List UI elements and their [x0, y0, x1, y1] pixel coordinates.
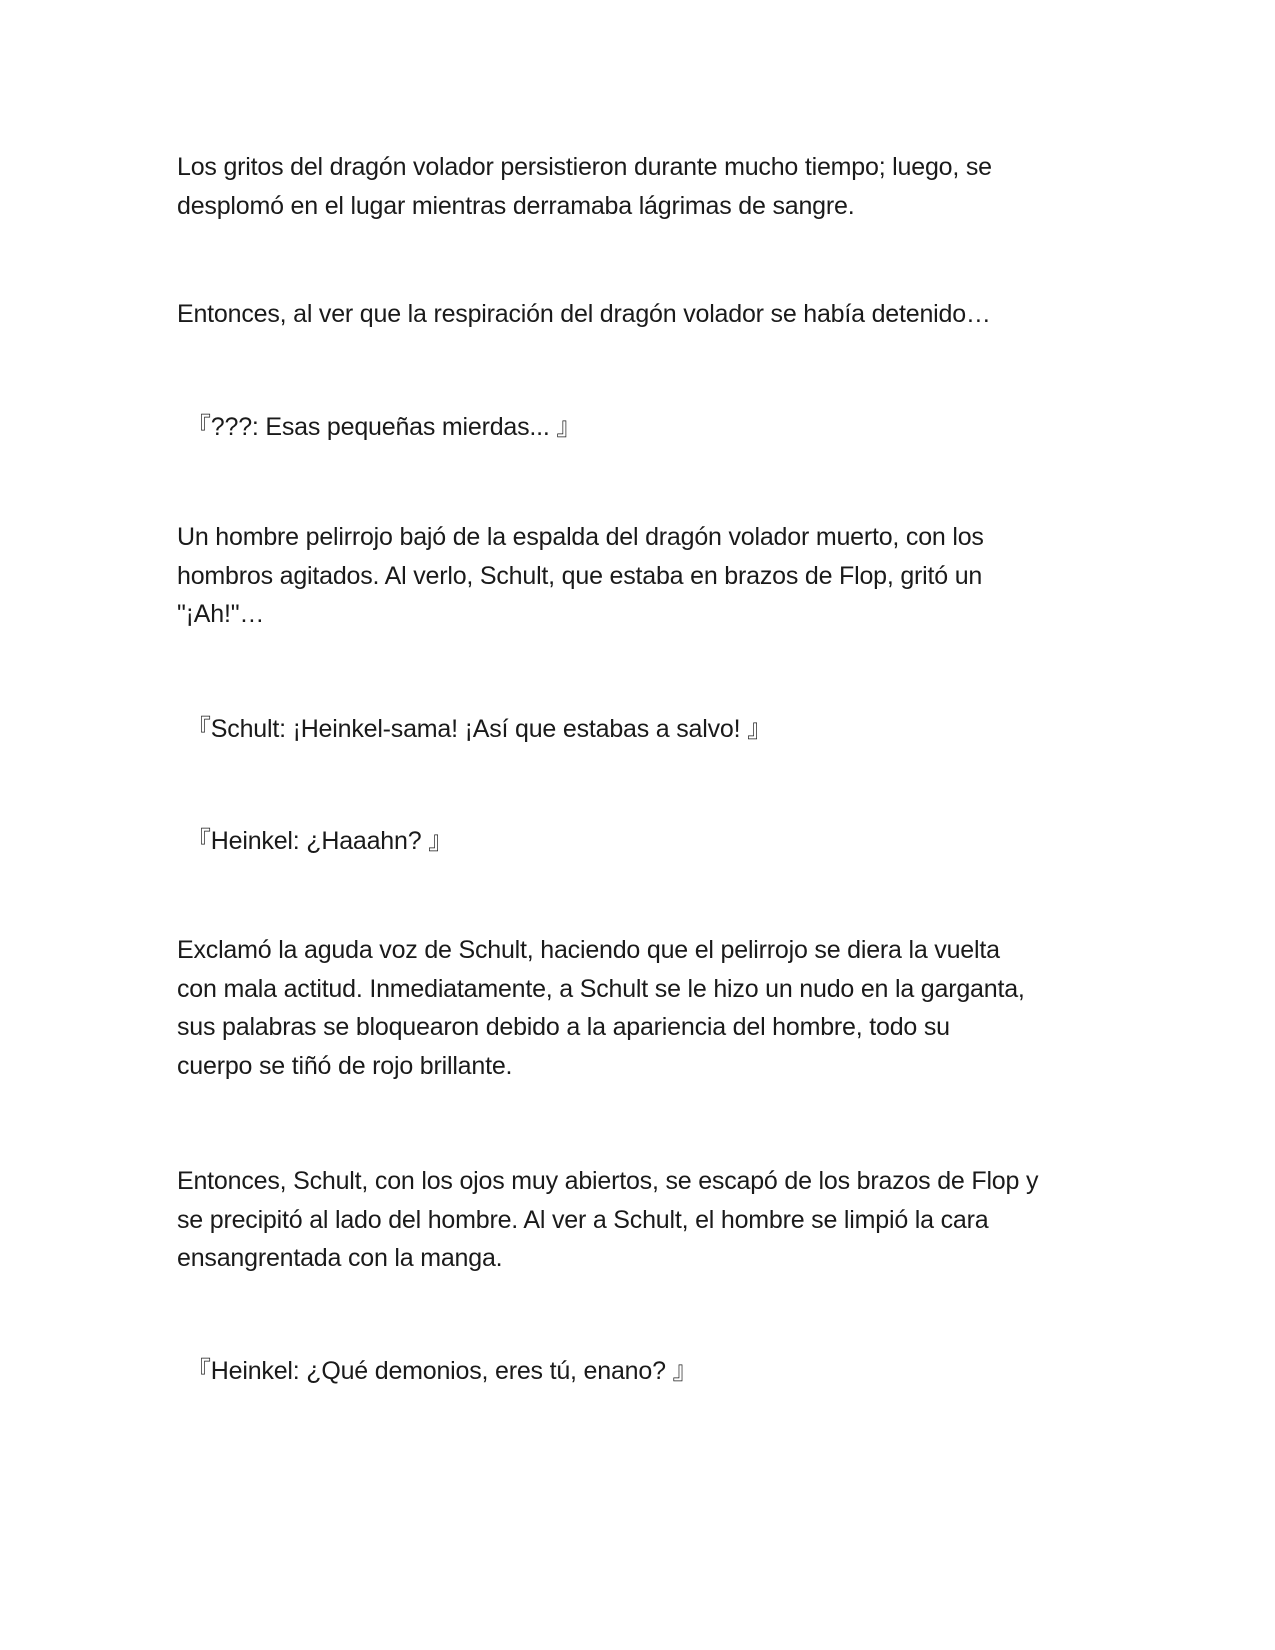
text-line: Exclamó la aguda voz de Schult, haciendo que el pelirrojo se diera la vuelta — [177, 936, 1000, 964]
text-line: sus palabras se bloquearon debido a la apariencia del hombre, todo su — [177, 1013, 950, 1041]
dialogue-heinkel-enano: 『Heinkel: ¿Qué demonios, eres tú, enano? 』 — [186, 1357, 698, 1385]
text-line: Un hombre pelirrojo bajó de la espalda del dragón volador muerto, con los — [177, 523, 984, 551]
text-line: hombros agitados. Al verlo, Schult, que estaba en brazos de Flop, gritó un — [177, 561, 983, 590]
paragraph-breathing-stopped — [177, 295, 1107, 334]
paragraph-schult-voice — [177, 931, 1107, 1085]
dialogue-heinkel-haaahn: 『Heinkel: ¿Haaahn? 』 — [186, 827, 453, 855]
text-line: desplomó en el lugar mientras derramaba lágrimas de sangre. — [177, 191, 855, 220]
paragraph-dragon-cries — [177, 148, 1107, 225]
text-line: con mala actitud. Inmediatamente, a Schult se le hizo un nudo en la garganta, — [177, 974, 1025, 1003]
text-line: se precipitó al lado del hombre. Al ver a Schult, el hombre se limpió la cara — [177, 1205, 989, 1234]
text-line: Entonces, Schult, con los ojos muy abiertos, se escapó de los brazos de Flop y — [177, 1167, 1039, 1195]
text-line: Entonces, al ver que la respiración del dragón volador se había detenido… — [177, 300, 991, 328]
paragraph-redhead-man — [177, 518, 1107, 634]
text-line: ensangrentada con la manga. — [177, 1244, 503, 1272]
paragraph-schult-escapes — [177, 1162, 1107, 1278]
text-line: "¡Ah!"… — [177, 600, 265, 628]
dialogue-schult: 『Schult: ¡Heinkel-sama! ¡Así que estabas a salvo! 』 — [186, 715, 772, 743]
dialogue-unknown: 『???: Esas pequeñas mierdas... 』 — [186, 413, 582, 441]
text-line: Los gritos del dragón volador persistieron durante mucho tiempo; luego, se — [177, 153, 992, 181]
text-line: cuerpo se tiñó de rojo brillante. — [177, 1051, 513, 1080]
